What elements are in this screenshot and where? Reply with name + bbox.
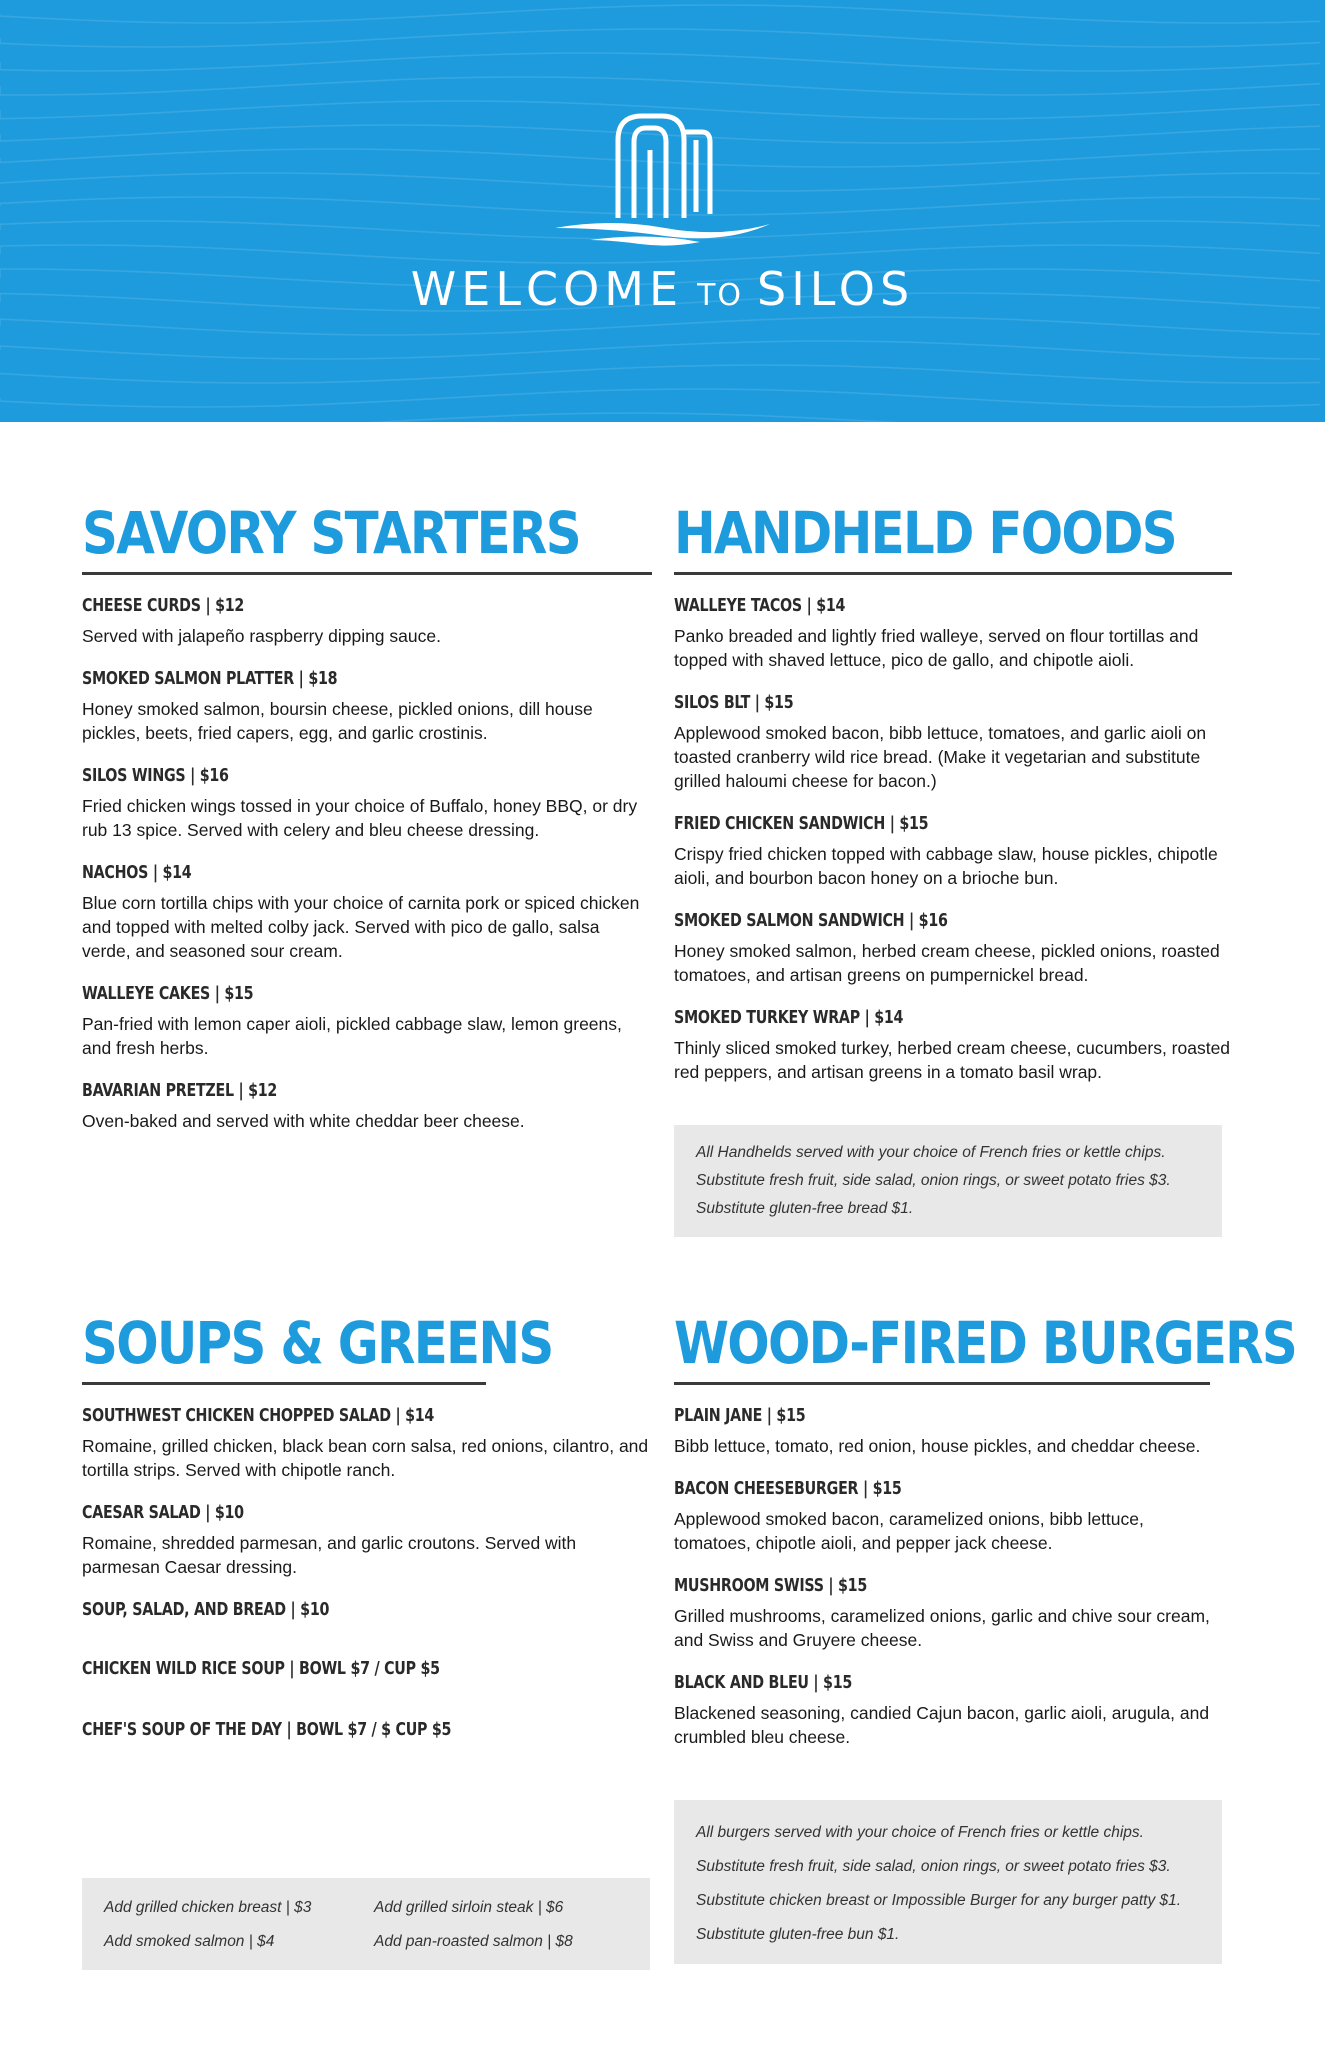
menu-item: [82, 1502, 652, 1579]
item-desc: Applewood smoked bacon, bibb lettuce, tomatoes, and garlic aioli on toasted cranberry wild rice bread. (Make it vegetarian and substitute grilled haloumi cheese for bacon.): [674, 723, 1207, 791]
section-rule: [82, 1382, 486, 1385]
section-soups: [82, 1310, 652, 1740]
section-handheld: [674, 500, 1232, 1084]
wave-line: [0, 29, 1320, 47]
item-desc: Blackened seasoning, candied Cajun bacon, garlic aioli, arugula, and crumbled bleu cheese.: [674, 1703, 1210, 1747]
item-desc: Fried chicken wings tossed in your choice of Buffalo, honey BBQ, or dry rub 13 spice. Served with celery and bleu cheese dressing.: [82, 796, 638, 840]
item-desc: Honey smoked salmon, boursin cheese, pickled onions, dill house pickles, beets, fried capers, egg, and garlic crostinis.: [82, 699, 593, 743]
wave-line: [0, 341, 1320, 359]
note-line: Substitute chicken breast or Impossible Burger for any burger patty $1.: [696, 1892, 1182, 1909]
wave-line: [0, 317, 1320, 335]
soups-addons: [82, 1878, 650, 1970]
note-line: Substitute fresh fruit, side salad, onion rings, or sweet potato fries $3.: [696, 1858, 1171, 1875]
item-name: SMOKED TURKEY WRAP | $14: [674, 1007, 904, 1028]
item-name: WALLEYE TACOS | $14: [674, 595, 846, 616]
menu-item: [674, 692, 1232, 793]
item-desc: Romaine, grilled chicken, black bean corn salsa, red onions, cilantro, and tortilla strips. Served with chipotle ranch.: [82, 1436, 649, 1480]
item-desc: Crispy fried chicken topped with cabbage slaw, house pickles, chipotle aioli, and bourbon bacon honey on a brioche bun.: [674, 844, 1218, 888]
note-line: Substitute gluten-free bun $1.: [696, 1926, 900, 1943]
item-name: CAESAR SALAD | $10: [82, 1502, 244, 1523]
welcome-word: WELCOME: [410, 262, 684, 316]
item-name: CHICKEN WILD RICE SOUP | BOWL $7 / CUP $5: [82, 1658, 440, 1679]
wave-line: [0, 77, 1320, 95]
note-line: All Handhelds served with your choice of French fries or kettle chips.: [696, 1144, 1166, 1161]
menu-item: [674, 1575, 1244, 1652]
item-desc: Oven-baked and served with white cheddar beer cheese.: [82, 1111, 525, 1131]
menu-item: [82, 862, 652, 963]
addon-steak: Add grilled sirloin steak | $6: [374, 1899, 564, 1916]
menu-item: [674, 1672, 1244, 1749]
item-name: WALLEYE CAKES | $15: [82, 983, 254, 1004]
menu-item: [82, 1719, 652, 1740]
item-name: SOUP, SALAD, AND BREAD | $10: [82, 1599, 330, 1620]
welcome-to: TO: [697, 278, 744, 313]
item-name: SMOKED SALMON SANDWICH | $16: [674, 910, 948, 931]
item-name: CHEF'S SOUP OF THE DAY | BOWL $7 / $ CUP $5: [82, 1719, 452, 1740]
wave-line: [0, 413, 1320, 422]
item-name: SILOS BLT | $15: [674, 692, 794, 713]
item-name: BACON CHEESEBURGER | $15: [674, 1478, 902, 1499]
item-desc: Honey smoked salmon, herbed cream cheese, pickled onions, roasted tomatoes, and artisan greens on pumpernickel bread.: [674, 941, 1220, 985]
item-name: CHEESE CURDS | $12: [82, 595, 245, 616]
menu-item: [82, 595, 652, 648]
item-name: MUSHROOM SWISS | $15: [674, 1575, 867, 1596]
item-desc: Served with jalapeño raspberry dipping sauce.: [82, 626, 441, 646]
section-title: SAVORY STARTERS: [82, 499, 580, 567]
item-name: SMOKED SALMON PLATTER | $18: [82, 668, 338, 689]
menu-item: [674, 1405, 1244, 1458]
menu-item: [82, 765, 652, 842]
menu-item: [82, 983, 652, 1060]
wave-line: [0, 53, 1320, 71]
item-name: SILOS WINGS | $16: [82, 765, 229, 786]
wave-line: [0, 365, 1320, 383]
menu-item: [82, 668, 652, 745]
section-rule: [82, 572, 652, 575]
section-burgers: [674, 1309, 1297, 1749]
menu-item: [674, 1007, 1232, 1084]
section-title: WOOD-FIRED BURGERS: [674, 1309, 1297, 1377]
burger-notes: [674, 1800, 1222, 1964]
wave-line: [0, 389, 1320, 407]
item-desc: Bibb lettuce, tomato, red onion, house pickles, and cheddar cheese.: [674, 1436, 1201, 1456]
welcome-silos: SILOS: [757, 262, 915, 316]
item-name: BLACK AND BLEU | $15: [674, 1672, 853, 1693]
addon-chicken: Add grilled chicken breast | $3: [104, 1899, 312, 1916]
section-starters: [82, 500, 652, 1133]
item-desc: Panko breaded and lightly fried walleye, served on flour tortillas and topped with shaved lettuce, pico de gallo, and chipotle aioli.: [674, 626, 1199, 670]
item-desc: Grilled mushrooms, caramelized onions, garlic and chive sour cream, and Swiss and Gruyere cheese.: [674, 1606, 1210, 1650]
menu-item: [82, 1658, 652, 1679]
note-line: All burgers served with your choice of French fries or kettle chips.: [696, 1824, 1144, 1841]
silos-logo-icon: [550, 110, 780, 250]
section-rule: [674, 572, 1232, 575]
item-desc: Romaine, shredded parmesan, and garlic croutons. Served with parmesan Caesar dressing.: [82, 1533, 577, 1577]
addon-pan-salmon: Add pan-roasted salmon | $8: [374, 1933, 573, 1950]
section-title: SOUPS & GREENS: [82, 1309, 553, 1377]
menu-item: [674, 1478, 1244, 1555]
menu-item: [82, 1080, 652, 1133]
menu-item: [82, 1405, 652, 1482]
section-rule: [674, 1382, 1210, 1385]
item-name: FRIED CHICKEN SANDWICH | $15: [674, 813, 929, 834]
item-name: SOUTHWEST CHICKEN CHOPPED SALAD | $14: [82, 1405, 435, 1426]
item-desc: Thinly sliced smoked turkey, herbed cream cheese, cucumbers, roasted red peppers, and artisan greens in a tomato basil wrap.: [674, 1038, 1231, 1082]
item-name: NACHOS | $14: [82, 862, 192, 883]
menu-item: [674, 813, 1232, 890]
handheld-notes: [674, 1125, 1222, 1237]
item-desc: Pan-fried with lemon caper aioli, pickled cabbage slaw, lemon greens, and fresh herbs.: [82, 1014, 622, 1058]
item-desc: Applewood smoked bacon, caramelized onions, bibb lettuce, tomatoes, chipotle aioli, and pepper jack cheese.: [674, 1509, 1144, 1553]
note-line: Substitute fresh fruit, side salad, onion rings, or sweet potato fries $3.: [696, 1172, 1171, 1189]
item-name: PLAIN JANE | $15: [674, 1405, 806, 1426]
addon-smoked-salmon: Add smoked salmon | $4: [104, 1933, 275, 1950]
menu-item: [674, 595, 1232, 672]
welcome-title: [0, 262, 1325, 316]
menu-item: [674, 910, 1232, 987]
menu-item: [82, 1599, 652, 1620]
section-title: HANDHELD FOODS: [674, 499, 1176, 567]
header-banner: [0, 0, 1325, 422]
wave-line: [0, 5, 1320, 23]
item-name: BAVARIAN PRETZEL | $12: [82, 1080, 278, 1101]
item-desc: Blue corn tortilla chips with your choice of carnita pork or spiced chicken and topped with melted colby jack. Served with pico de gallo, salsa verde, and seasoned sour cream.: [82, 893, 640, 961]
note-line: Substitute gluten-free bread $1.: [696, 1200, 914, 1217]
